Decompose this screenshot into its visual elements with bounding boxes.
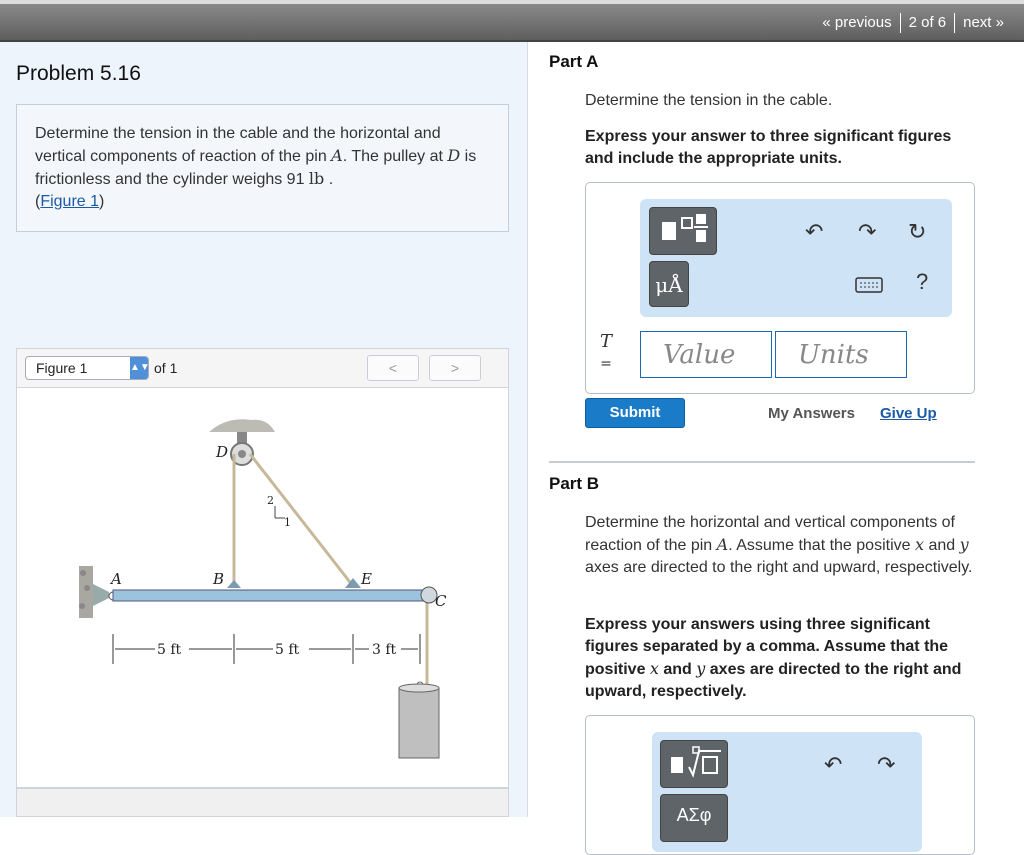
figure-count: of 1 — [154, 360, 178, 376]
problem-pane — [0, 42, 528, 817]
template-button[interactable] — [649, 207, 717, 255]
template-icon — [650, 208, 716, 254]
figure-labels — [109, 443, 447, 610]
statement-text: is frictionless and the cylinder weighs 91 — [35, 148, 477, 188]
math-toolbar-b — [652, 732, 922, 852]
math-var: A — [716, 535, 729, 554]
statement-text: Determine the tension in the cable and the horizontal and vertical components of reaction of the pin — [35, 125, 441, 165]
instruction-text: axes are directed to the right and upward, respectively. — [585, 661, 962, 700]
label-b: B — [213, 570, 225, 588]
math-var: x — [914, 535, 924, 554]
label-c: C — [435, 592, 447, 610]
problem-navigation — [814, 14, 1012, 33]
part-a-instruction — [585, 126, 980, 170]
template-button[interactable] — [660, 740, 728, 788]
instruction-text: Express your answer to three significant figures and include the appropriate units. — [585, 128, 952, 167]
statement-text: . — [324, 171, 334, 188]
problem-statement: Determine the tension in the cable and the horizontal and vertical components of reaction of the pin A. The pulley at D is frictionless and the cylinder weighs 91 lb . (Figure 1) — [16, 104, 509, 232]
reset-icon[interactable]: ↻ — [908, 219, 927, 244]
math-var: x — [649, 659, 659, 678]
answer-pane — [529, 42, 1024, 825]
part-b-question — [585, 512, 980, 579]
part-a-answer-box — [585, 182, 975, 394]
instruction-text: and — [658, 661, 697, 678]
figure-next-button[interactable]: > — [429, 355, 481, 381]
help-icon[interactable]: ? — [916, 269, 929, 294]
redo-icon[interactable]: ↷ — [858, 219, 877, 244]
label-e: E — [361, 570, 372, 588]
redo-icon[interactable]: ↷ — [877, 752, 896, 777]
part-b-answer-box — [585, 715, 975, 855]
part-b-instruction — [585, 614, 980, 703]
unit-text: lb — [308, 169, 325, 188]
undo-icon[interactable]: ↶ — [805, 219, 824, 244]
figure-footer — [16, 788, 509, 817]
next-link[interactable]: next » — [963, 14, 1004, 31]
math-var: A — [331, 146, 343, 165]
figure-link[interactable]: Figure 1 — [40, 193, 100, 210]
keyboard-icon[interactable] — [855, 275, 883, 301]
give-up-link[interactable]: Give Up — [880, 405, 937, 422]
select-arrows-icon: ▲▼ — [130, 357, 148, 379]
figure-prev-button[interactable]: < — [367, 355, 419, 381]
previous-link[interactable]: « previous — [822, 14, 892, 31]
figure-select-value: Figure 1 — [36, 360, 88, 376]
dim-ab: 5 ft — [157, 642, 182, 658]
label-a: A — [111, 570, 122, 588]
problem-position: 2 of 6 — [908, 14, 947, 31]
dim-be: 5 ft — [275, 642, 300, 658]
math-var: y — [959, 535, 969, 554]
math-toolbar — [640, 199, 952, 317]
pin-b — [227, 580, 241, 588]
greek-button[interactable]: ΑΣφ — [660, 794, 728, 842]
my-answers-link[interactable]: My Answers — [768, 405, 855, 422]
problem-title: Problem 5.16 — [16, 62, 141, 85]
cylinder — [399, 682, 439, 758]
question-text: and — [924, 537, 960, 554]
instruction-text: Express your answers using three significant figures separated by a comma. Assume that the positive — [585, 616, 949, 678]
dim-ec: 3 ft — [372, 642, 397, 658]
submit-button[interactable]: Submit — [585, 398, 685, 428]
question-text: . Assume that the positive — [728, 537, 915, 554]
label-d: D — [216, 443, 229, 461]
variable-symbol: T — [600, 331, 613, 352]
part-b-heading: Part B — [549, 474, 600, 493]
value-input[interactable]: Value — [640, 331, 772, 378]
equals-sign: = — [600, 356, 612, 372]
beam-figure — [17, 388, 510, 788]
beam — [113, 590, 429, 601]
root-template-icon — [661, 741, 727, 787]
units-button[interactable]: μÅ — [649, 261, 689, 307]
cables — [234, 454, 427, 686]
slope-run-label: 1 — [284, 516, 291, 529]
figure-area — [16, 388, 509, 788]
top-nav-bar — [0, 0, 1024, 42]
undo-icon[interactable]: ↶ — [824, 752, 843, 777]
variable-label — [600, 331, 612, 375]
math-var: D — [447, 146, 461, 165]
part-a-question: Determine the tension in the cable. — [585, 92, 833, 109]
part-divider — [549, 461, 975, 463]
dimension-labels — [157, 642, 397, 658]
question-text: axes are directed to the right and upward, respectively. — [585, 559, 973, 576]
units-input[interactable]: Units — [775, 331, 907, 378]
slope-rise-label: 2 — [267, 494, 274, 507]
question-text: Determine the horizontal and vertical components of reaction of the pin — [585, 514, 955, 554]
statement-text: . The pulley at — [342, 148, 448, 165]
figure-toolbar — [16, 348, 509, 388]
figure-select[interactable] — [25, 356, 149, 380]
math-var: y — [696, 659, 706, 678]
part-a-heading: Part A — [549, 52, 599, 71]
